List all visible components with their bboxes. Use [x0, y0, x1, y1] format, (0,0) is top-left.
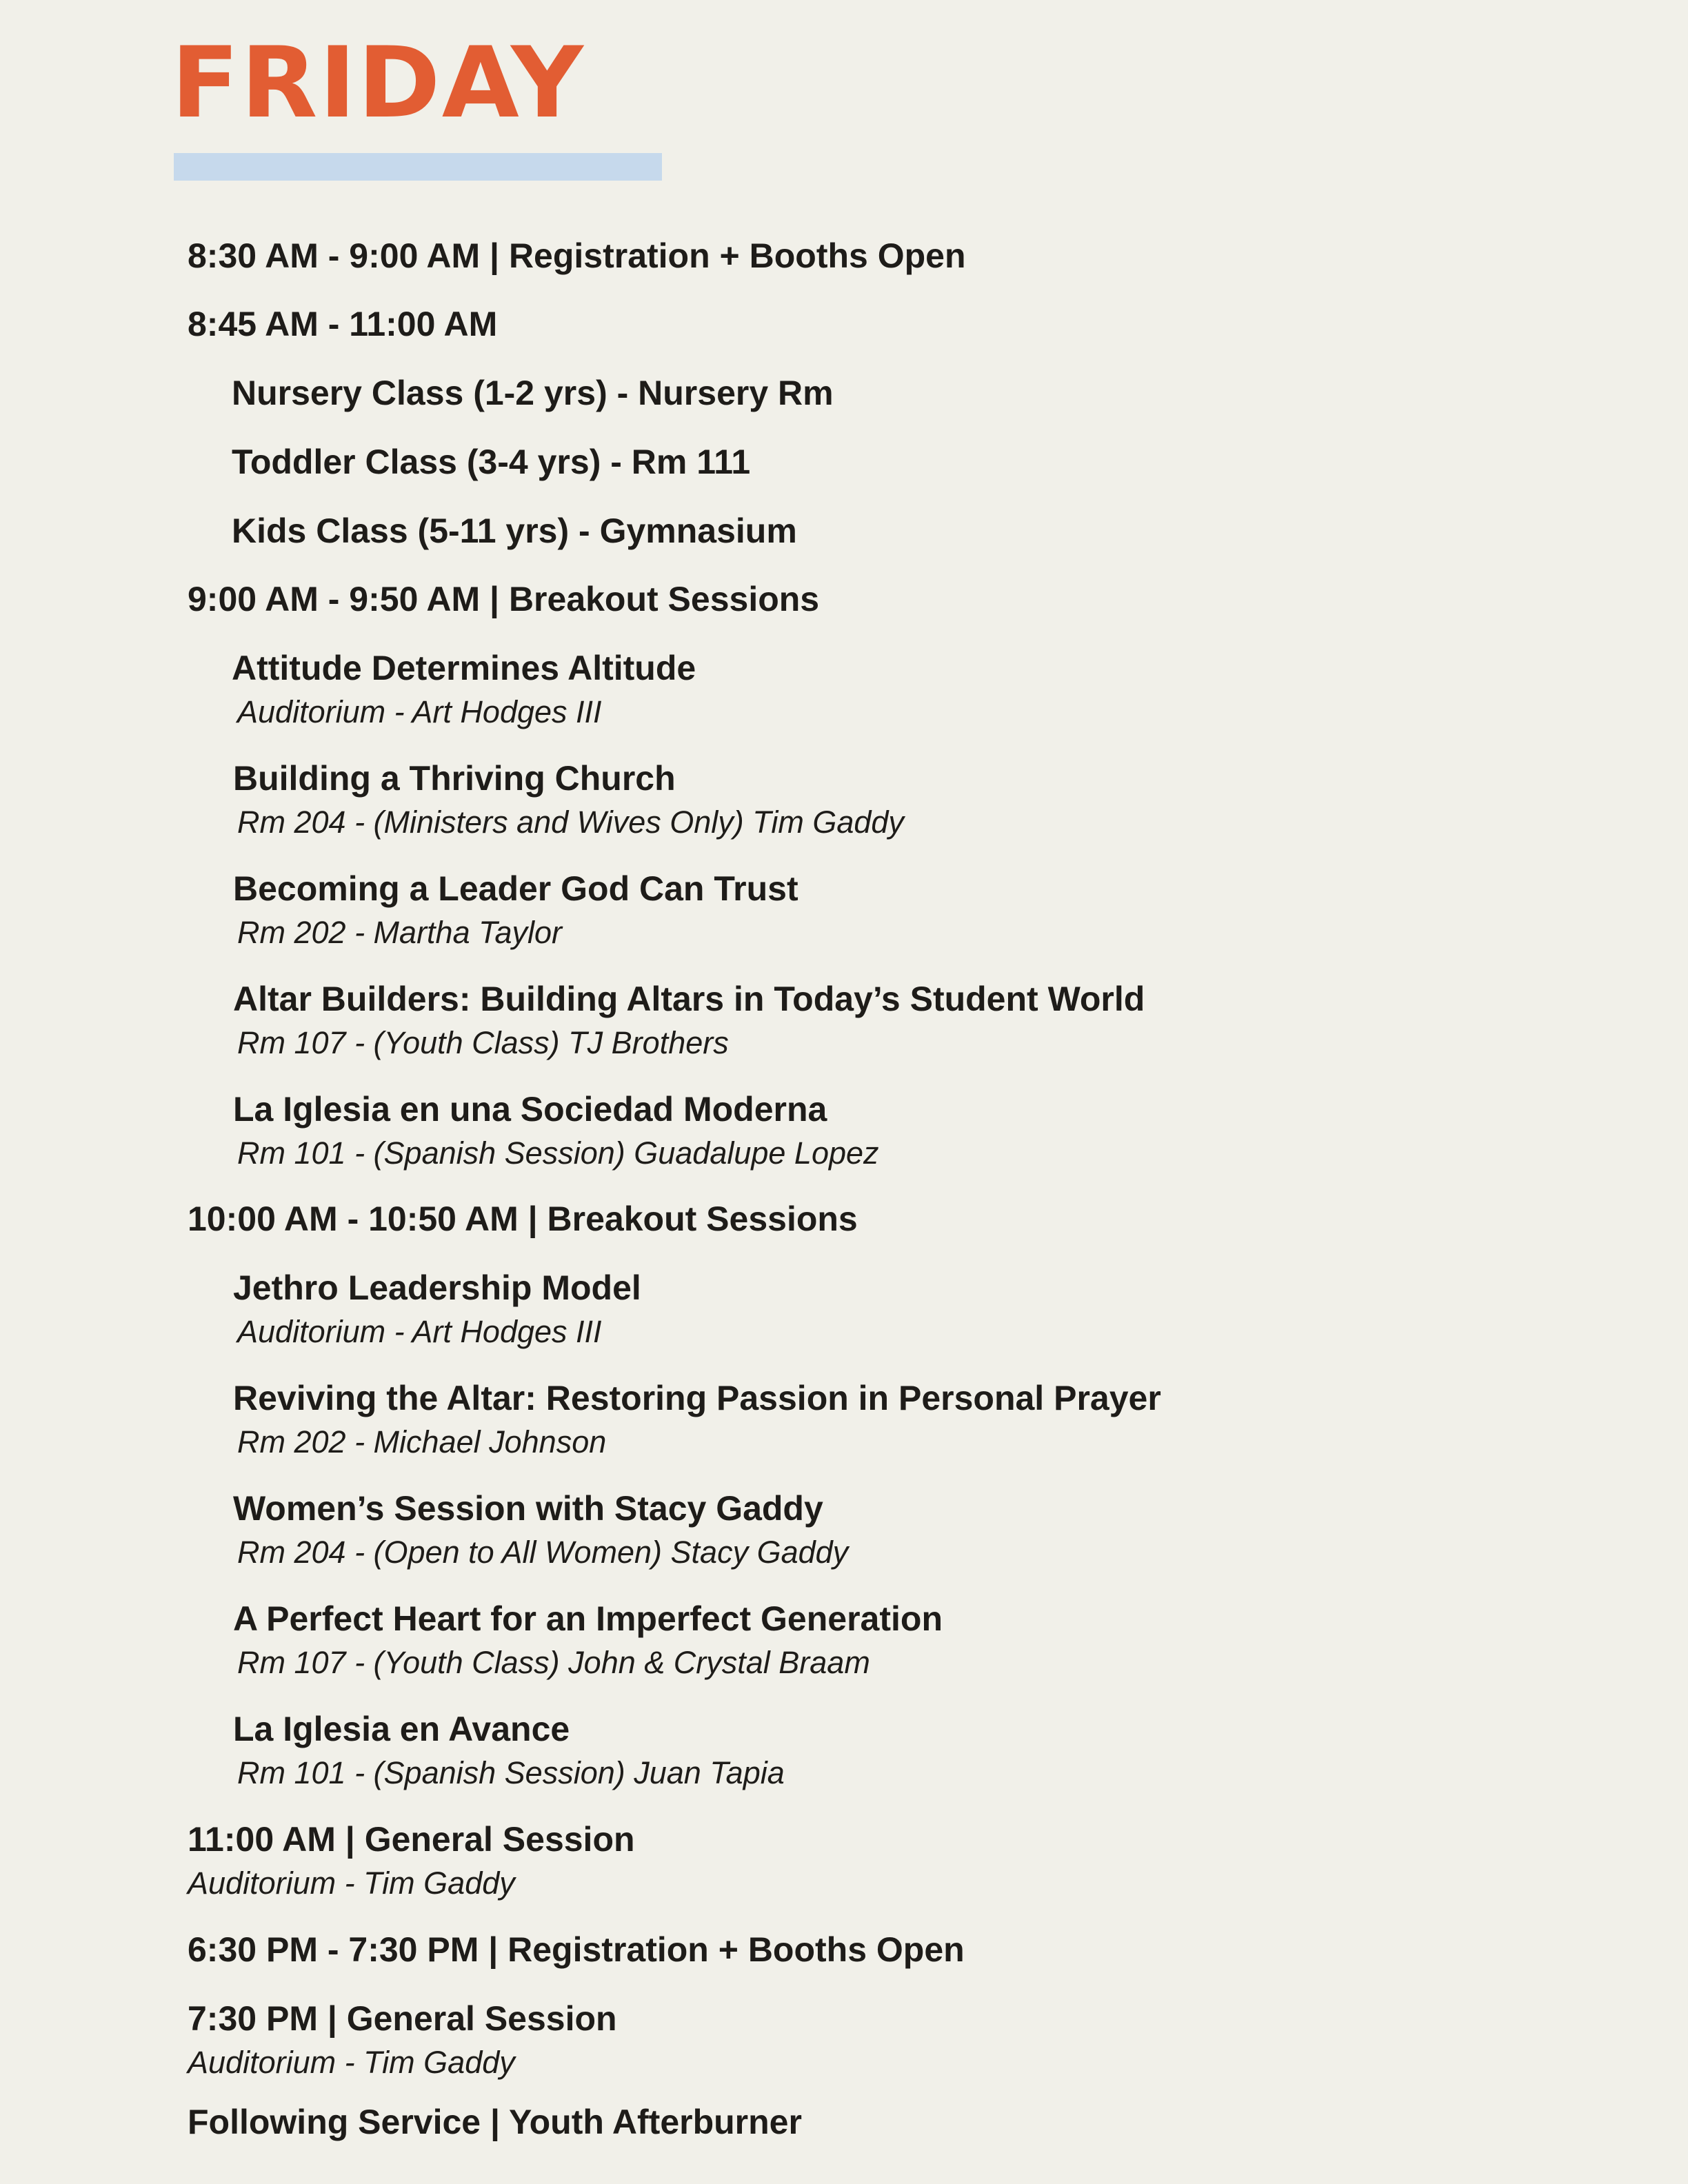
session-detail: Auditorium - Art Hodges III — [237, 1314, 602, 1349]
kids-class-item: Toddler Class (3-4 yrs) - Rm 111 — [232, 443, 751, 481]
kids-class-item: Nursery Class (1-2 yrs) - Nursery Rm — [232, 374, 834, 412]
session-title: Altar Builders: Building Altars in Today’s Student World — [233, 980, 1145, 1018]
general-session-detail: Auditorium - Tim Gaddy — [188, 2045, 515, 2080]
schedule-heading-registration-evening: 6:30 PM - 7:30 PM | Registration + Booths Open — [188, 1930, 965, 1969]
session-title: La Iglesia en una Sociedad Moderna — [233, 1090, 827, 1129]
session-title: Attitude Determines Altitude — [232, 649, 696, 687]
session-detail: Rm 101 - (Spanish Session) Juan Tapia — [237, 1755, 785, 1790]
kids-class-item: Kids Class (5-11 yrs) - Gymnasium — [232, 512, 797, 550]
session-title: Women’s Session with Stacy Gaddy — [233, 1489, 823, 1528]
schedule-heading-breakout-1: 9:00 AM - 9:50 AM | Breakout Sessions — [188, 580, 820, 618]
title-underline-bar — [174, 153, 662, 181]
session-title: A Perfect Heart for an Imperfect Generation — [233, 1599, 943, 1638]
session-detail: Rm 204 - (Open to All Women) Stacy Gaddy — [237, 1535, 849, 1570]
session-detail: Rm 202 - Martha Taylor — [237, 915, 563, 950]
session-title: Reviving the Altar: Restoring Passion in Personal Prayer — [233, 1379, 1161, 1417]
schedule-heading-general-session-evening: 7:30 PM | General Session — [188, 1999, 617, 2038]
session-title: Building a Thriving Church — [233, 759, 676, 798]
schedule-heading-general-session-morning: 11:00 AM | General Session — [188, 1820, 635, 1859]
page-title: FRIDAY — [171, 26, 585, 140]
general-session-detail: Auditorium - Tim Gaddy — [188, 1866, 515, 1901]
schedule-heading-breakout-2: 10:00 AM - 10:50 AM | Breakout Sessions — [188, 1200, 858, 1238]
session-detail: Rm 204 - (Ministers and Wives Only) Tim Gaddy — [237, 805, 904, 840]
session-title: La Iglesia en Avance — [233, 1710, 570, 1748]
session-detail: Rm 202 - Michael Johnson — [237, 1424, 607, 1459]
session-title: Becoming a Leader God Can Trust — [233, 869, 798, 908]
session-detail: Rm 107 - (Youth Class) TJ Brothers — [237, 1025, 729, 1060]
session-detail: Rm 101 - (Spanish Session) Guadalupe Lopez — [237, 1135, 879, 1171]
session-detail: Rm 107 - (Youth Class) John & Crystal Braam — [237, 1645, 870, 1680]
schedule-heading-registration-morning: 8:30 AM - 9:00 AM | Registration + Booths Open — [188, 236, 966, 275]
session-title: Jethro Leadership Model — [233, 1268, 641, 1307]
session-detail: Auditorium - Art Hodges III — [237, 694, 602, 729]
schedule-heading-kids-classes: 8:45 AM - 11:00 AM — [188, 305, 498, 343]
schedule-heading-youth-afterburner: Following Service | Youth Afterburner — [188, 2103, 802, 2141]
